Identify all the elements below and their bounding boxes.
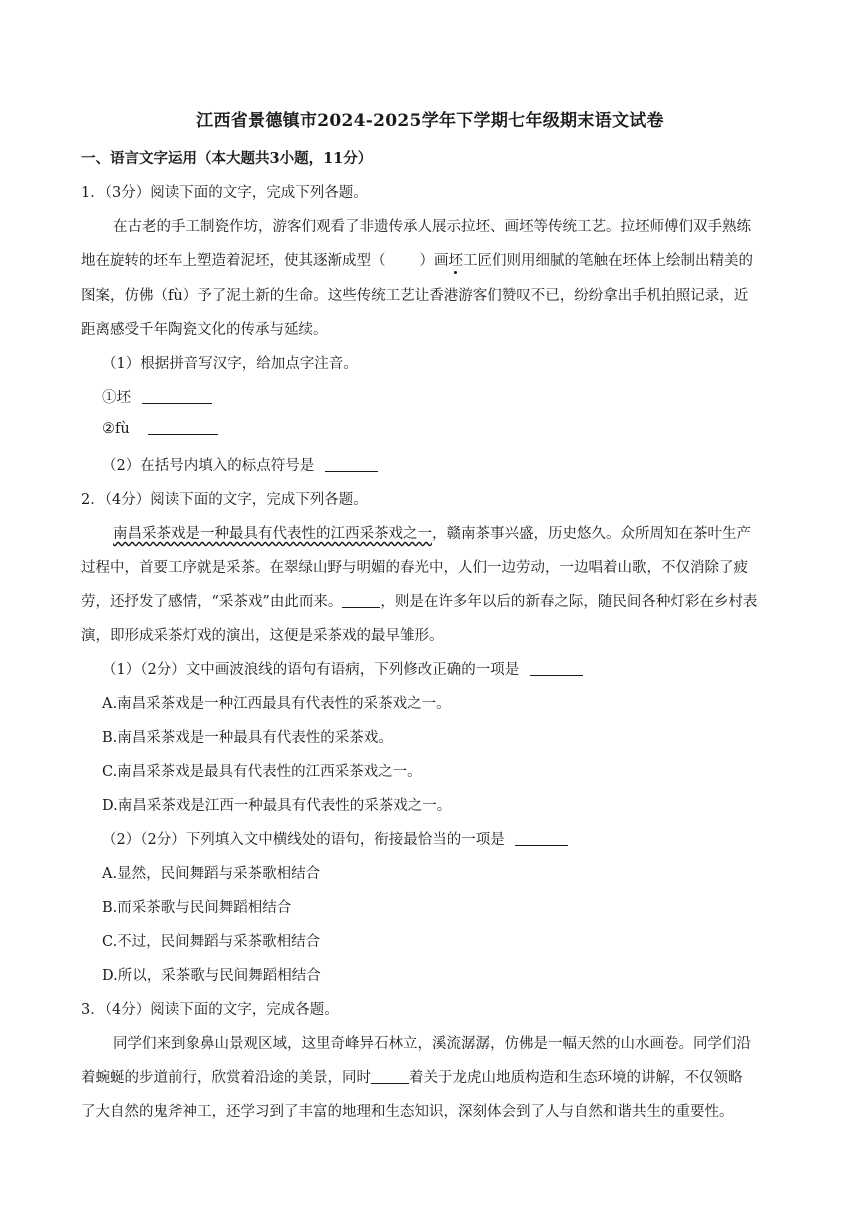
q1-passage-line: 在古老的手工制瓷作坊，游客们观看了非遗传承人展示拉坯、画坯等传统工艺。拉坯师傅们双手熟练	[113, 219, 751, 235]
q2-passage-line	[113, 522, 813, 543]
q1-answer-2	[102, 420, 802, 437]
q1-passage-text: ）画	[419, 253, 449, 269]
q2-sub1-text: （1）（2分）文中画波浪线的语句有语病，下列修改正确的一项是	[102, 662, 520, 678]
option-item[interactable]: D.所以，采茶歌与民间舞蹈相结合	[102, 968, 321, 984]
exam-title: 江西省景德镇市2024-2025学年下学期七年级期末语文试卷	[196, 111, 664, 131]
answer-blank[interactable]	[142, 389, 212, 404]
answer-blank[interactable]	[325, 457, 378, 472]
q1-sub2-text: （2）在括号内填入的标点符号是	[102, 458, 315, 474]
option-item[interactable]: C.南昌采茶戏是最具有代表性的江西采茶戏之一。	[102, 764, 422, 780]
dotted-char: 坯	[448, 253, 463, 269]
answer-blank[interactable]	[515, 831, 568, 846]
answer-blank[interactable]	[530, 661, 583, 676]
q3-passage-line	[81, 1066, 781, 1087]
q1-sub1-prompt: （1）根据拼音写汉字，给加点字注音。	[102, 356, 358, 372]
q1-answer-1	[102, 386, 802, 407]
wavy-underlined-sentence: 南昌采茶戏是一种最具有代表性的江西采茶戏之一	[113, 526, 432, 542]
q2-passage-line: 演，即形成采茶灯戏的演出，这便是采茶戏的最早雏形。	[81, 628, 444, 644]
option-item[interactable]: A.显然，民间舞蹈与采茶歌相结合	[102, 866, 321, 882]
q1-passage-line: 图案，仿佛（fù）予了泥土新的生命。这些传统工艺让香港游客们赞叹不已，纷纷拿出手机拍照记录，近	[81, 288, 749, 304]
q2-passage-line: 过程中，首要工序就是采茶。在翠绿山野与明媚的春光中，人们一边劳动，一边唱着山歌，不仅消除了疲	[81, 560, 748, 576]
q1-sub2-prompt	[102, 454, 802, 475]
q1-answer-label: ②fù	[102, 421, 130, 437]
q1-heading: 1．（3分）阅读下面的文字，完成下列各题。	[81, 185, 368, 201]
q3-heading: 3．（4分）阅读下面的文字，完成各题。	[81, 1002, 339, 1018]
q3-passage-line: 同学们来到象鼻山景观区域，这里奇峰异石林立，溪流潺潺，仿佛是一幅天然的山水画卷。同学们沿	[113, 1036, 751, 1052]
q2-passage-line	[81, 590, 781, 611]
option-item[interactable]: B.南昌采茶戏是一种最具有代表性的采茶戏。	[102, 730, 393, 746]
q1-passage-text: 工匠们则用细腻的笔触在坯体上绘制出精美的	[463, 253, 753, 269]
q3-passage-line: 了大自然的鬼斧神工，还学习到了丰富的地理和生态知识，深刻体会到了人与自然和谐共生的重要性。	[81, 1104, 734, 1120]
answer-blank[interactable]	[148, 420, 218, 435]
q2-sub2-text: （2）（2分）下列填入文中横线处的语句，衔接最恰当的一项是	[102, 832, 505, 848]
q1-passage-line	[81, 249, 781, 270]
q3-passage-text: 着关于龙虎山地质构造和生态环境的讲解，不仅领略	[409, 1070, 743, 1086]
q2-passage-text: ，则是在许多年以后的新春之际，随民间各种灯彩在乡村表	[380, 594, 758, 610]
option-item[interactable]: D.南昌采茶戏是江西一种最具有代表性的采茶戏之一。	[102, 798, 452, 814]
q2-sub2-prompt	[102, 828, 802, 849]
option-item[interactable]: A.南昌采茶戏是一种江西最具有代表性的采茶戏之一。	[102, 696, 451, 712]
option-item[interactable]: C.不过，民间舞蹈与采茶歌相结合	[102, 934, 321, 950]
q1-passage-line: 距离感受千年陶瓷文化的传承与延续。	[81, 322, 328, 338]
section-heading: 一、语言文字运用（本大题共3小题，11分）	[81, 150, 373, 167]
q3-passage-text: 着蜿蜒的步道前行，欣赏着沿途的美景，同时	[81, 1070, 371, 1086]
option-item[interactable]: B.而采茶歌与民间舞蹈相结合	[102, 900, 292, 916]
q2-sub1-prompt	[102, 658, 802, 679]
q2-heading: 2．（4分）阅读下面的文字，完成下列各题。	[81, 492, 368, 508]
fill-blank[interactable]	[371, 1069, 409, 1084]
q1-answer-label: ①坯	[102, 390, 131, 406]
q2-passage-text: 劳，还抒发了感情，“采茶戏”由此而来。	[81, 594, 343, 610]
q1-passage-text: 地在旋转的坯车上塑造着泥坯，使其逐渐成型（	[81, 253, 386, 269]
fill-blank[interactable]	[342, 593, 380, 608]
q2-passage-text: ，赣南茶事兴盛，历史悠久。众所周知在茶叶生产	[432, 526, 751, 542]
